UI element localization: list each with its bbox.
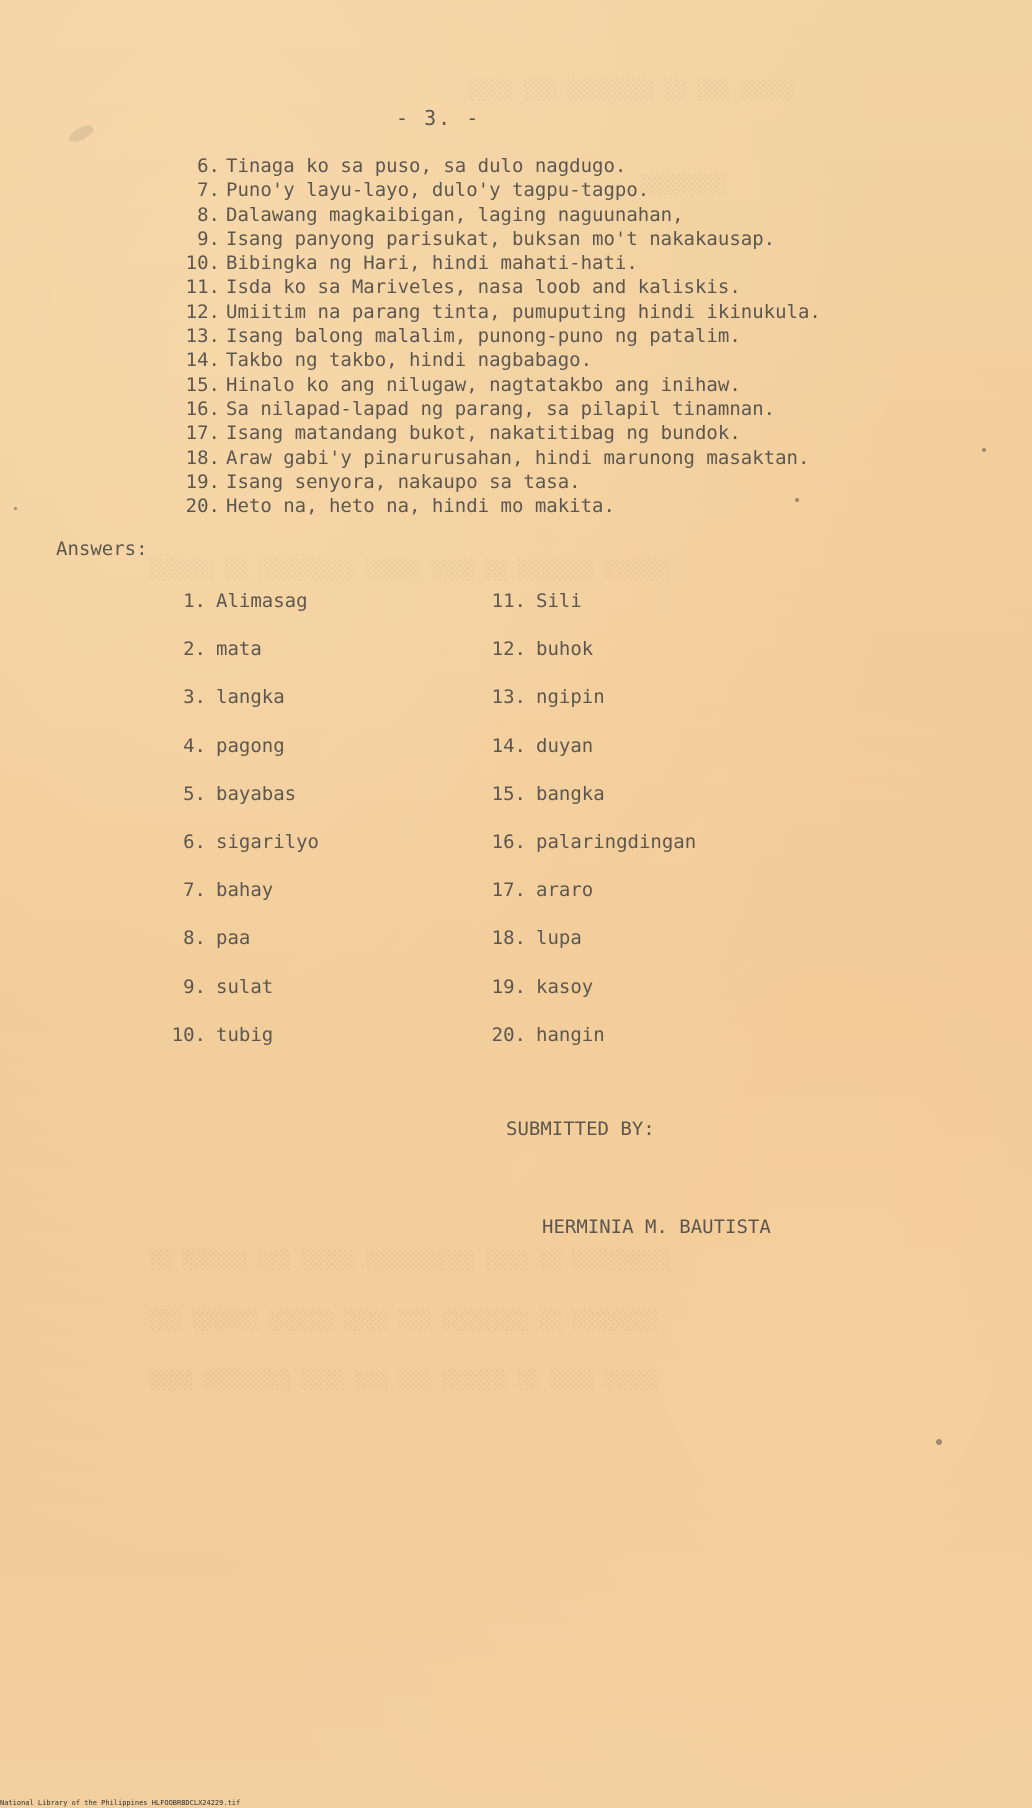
answer-text: kasoy: [536, 975, 594, 998]
answer-number: 12.: [491, 638, 526, 661]
riddle-number: 20.: [185, 495, 220, 518]
answer-text: mata: [216, 638, 262, 661]
answer-item: [156, 972, 319, 1020]
riddle-text: Bibingka ng Hari, hindi mahati-hati.: [226, 252, 638, 275]
riddle-text: Hinalo ko ang nilugaw, nagtatakbo ang inihaw.: [226, 373, 741, 396]
answer-text: pagong: [216, 734, 285, 757]
answers-column-right: [476, 586, 696, 1068]
answer-item: [156, 682, 319, 730]
answer-text: ngipin: [536, 686, 605, 709]
riddle-number: 7.: [197, 179, 220, 202]
answer-text: langka: [216, 686, 285, 709]
riddle-item: [160, 251, 821, 275]
answer-number: 13.: [491, 686, 526, 709]
riddle-text: Isang matandang bukot, nakatitibag ng bundok.: [226, 422, 741, 445]
answer-number: 19.: [491, 975, 526, 998]
riddle-item: [160, 203, 821, 227]
bleed-through-text: ░░░░░░░░: [640, 175, 727, 196]
answer-text: bangka: [536, 782, 605, 805]
paper-speck: [936, 1439, 942, 1445]
riddle-number: 12.: [185, 300, 220, 323]
answer-number: 2.: [183, 638, 206, 661]
riddle-text: Umiitim na parang tinta, pumuputing hindi ikinukula.: [226, 300, 821, 323]
answer-number: 17.: [491, 879, 526, 902]
answer-number: 16.: [491, 830, 526, 853]
answer-item: [476, 972, 696, 1020]
riddle-item: [160, 348, 821, 372]
answer-text: lupa: [536, 927, 582, 950]
paper-speck: [982, 448, 986, 452]
riddle-text: Dalawang magkaibigan, laging naguunahan,: [226, 203, 684, 226]
answer-number: 8.: [183, 927, 206, 950]
riddle-number: 10.: [185, 252, 220, 275]
answer-text: sulat: [216, 975, 274, 998]
riddle-text: Araw gabi'y pinarurusahan, hindi marunong masaktan.: [226, 446, 810, 469]
riddle-text: Isang balong malalim, punong-puno ng patalim.: [226, 325, 741, 348]
answer-number: 7.: [183, 879, 206, 902]
riddle-item: [160, 178, 821, 202]
answer-item: [156, 634, 319, 682]
answer-text: bayabas: [216, 782, 297, 805]
riddle-text: Isang senyora, nakaupo sa tasa.: [226, 470, 581, 493]
answer-item: [476, 731, 696, 779]
bleed-through-text: ░░░░░░ ░░ ░░░░░░░░░ ░░░░░ ░░░░ ░░ ░░░░░░░ ░░░░░░: [150, 560, 671, 581]
submitted-by-label: SUBMITTED BY:: [506, 1118, 655, 1140]
riddle-item: [160, 397, 821, 421]
answer-text: duyan: [536, 734, 594, 757]
riddle-number: 6.: [197, 155, 220, 177]
riddle-item: [160, 300, 821, 324]
riddle-number: 13.: [185, 325, 220, 348]
riddle-item: [160, 227, 821, 251]
answer-item: [476, 682, 696, 730]
riddle-number: 15.: [185, 373, 220, 396]
answer-text: palaringdingan: [536, 830, 697, 853]
answer-number: 14.: [491, 734, 526, 757]
answer-item: [156, 586, 319, 634]
answer-text: araro: [536, 879, 594, 902]
answer-number: 6.: [183, 830, 206, 853]
answers-heading: Answers:: [56, 538, 148, 560]
answer-text: hangin: [536, 1023, 605, 1046]
answer-item: [476, 586, 696, 634]
answer-text: Sili: [536, 590, 582, 612]
paper-speck: [14, 507, 17, 510]
riddle-text: Puno'y layu-layo, dulo'y tagpu-tagpo.: [226, 179, 650, 202]
answer-item: [476, 875, 696, 923]
answer-item: [476, 634, 696, 682]
answer-number: 20.: [491, 1023, 526, 1046]
answer-text: buhok: [536, 638, 594, 661]
answer-number: 3.: [183, 686, 206, 709]
answer-item: [476, 1020, 696, 1068]
riddle-item: [160, 275, 821, 299]
answer-text: tubig: [216, 1023, 274, 1046]
bleed-through-text: ░░ ░░░░░░ ░░░ ░░░░░ ░░░░░░░░░░ ░░░░ ░░ ░░░░░░░░░: [150, 1250, 671, 1271]
answer-number: 18.: [491, 927, 526, 950]
riddle-text: Takbo ng takbo, hindi nagbabago.: [226, 349, 593, 372]
riddle-text: Isda ko sa Mariveles, nasa loob and kaliskis.: [226, 276, 741, 299]
answer-text: paa: [216, 927, 251, 950]
bleed-through-text: ░░░░ ░░░░░░░░ ░░░░ ░░░ ░░░ ░░░░░░ ░░ ░░░░ ░░░░░: [150, 1370, 660, 1391]
answer-text: Alimasag: [216, 590, 308, 612]
answer-item: [156, 827, 319, 875]
riddle-number: 18.: [185, 446, 220, 469]
answer-number: 5.: [183, 782, 206, 805]
riddle-number: 16.: [185, 397, 220, 420]
answer-item: [156, 1020, 319, 1068]
bleed-through-text: ░░░ ░░░░░░ ░░░░░░ ░░░░ ░░░ ░░░░░░░░ ░░ ░░░░░░░░: [150, 1310, 660, 1331]
answer-item: [476, 923, 696, 971]
answer-item: [476, 779, 696, 827]
riddle-item: [160, 446, 821, 470]
author-name: HERMINIA M. BAUTISTA: [542, 1216, 771, 1238]
riddle-text: Isang panyong parisukat, buksan mo't nakakausap.: [226, 227, 776, 250]
riddle-list: [160, 154, 821, 518]
riddle-item: [160, 421, 821, 445]
answer-item: [156, 779, 319, 827]
answer-number: 4.: [183, 734, 206, 757]
answer-item: [156, 731, 319, 779]
bleed-through-text: ░░░░ ░░░ ░░░░░░░░ ░░ ░░░ ░░░░░: [470, 80, 796, 101]
answers-column-left: [156, 586, 319, 1068]
riddle-text: Tinaga ko sa puso, sa dulo nagdugo.: [226, 155, 627, 177]
riddle-item: [160, 470, 821, 494]
riddle-number: 11.: [185, 276, 220, 299]
riddle-item: [160, 324, 821, 348]
page-number: - 3. -: [396, 106, 481, 130]
answer-number: 11.: [491, 590, 526, 612]
answer-number: 15.: [491, 782, 526, 805]
answer-number: 1.: [183, 590, 206, 612]
riddle-number: 17.: [185, 422, 220, 445]
answer-text: bahay: [216, 879, 274, 902]
riddle-number: 19.: [185, 470, 220, 493]
riddle-item: [160, 373, 821, 397]
answer-item: [156, 875, 319, 923]
answer-number: 9.: [183, 975, 206, 998]
riddle-number: 14.: [185, 349, 220, 372]
riddle-text: Heto na, heto na, hindi mo makita.: [226, 495, 615, 518]
answer-item: [156, 923, 319, 971]
riddle-item: [160, 494, 821, 518]
riddle-item: [160, 154, 821, 178]
paper-smudge: [67, 122, 95, 147]
answer-text: sigarilyo: [216, 830, 319, 853]
archive-footer: National Library of the Philippines HLFOOBRBDCLX24229.tif: [0, 1799, 241, 1807]
riddle-number: 9.: [197, 227, 220, 250]
answer-item: [476, 827, 696, 875]
answer-number: 10.: [171, 1023, 206, 1046]
riddle-number: 8.: [197, 203, 220, 226]
riddle-text: Sa nilapad-lapad ng parang, sa pilapil tinamnan.: [226, 397, 776, 420]
